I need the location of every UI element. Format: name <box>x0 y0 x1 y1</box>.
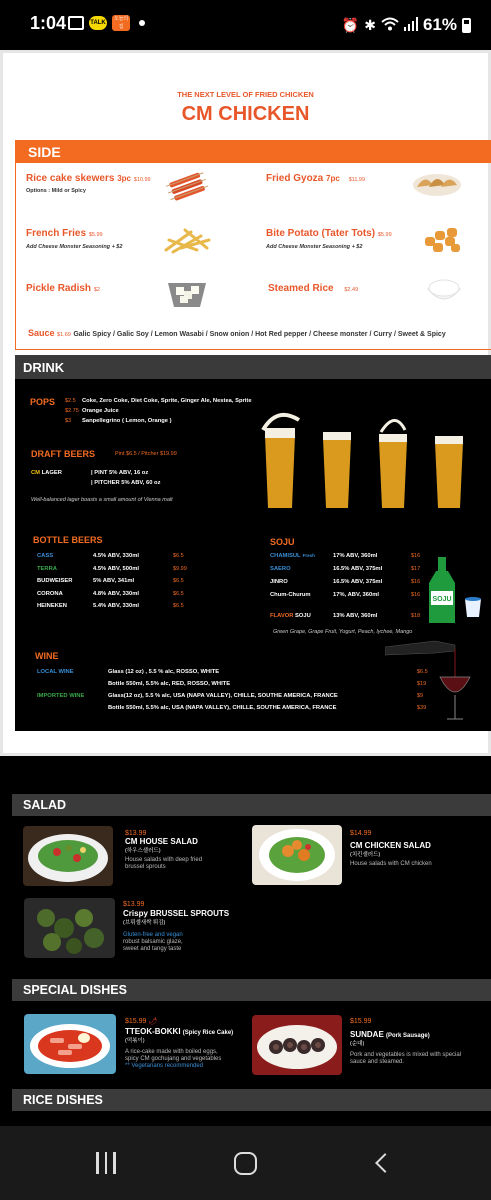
side-item-price: $2.49 <box>344 287 359 293</box>
soju-abv: 16.5% ABV, 375ml <box>333 566 383 572</box>
recents-icon <box>113 1152 116 1174</box>
dish-price: $13.99 <box>123 901 145 908</box>
bluetooth-icon: ✱ <box>364 16 376 33</box>
imported-wine-bottle-price: $39 <box>417 705 427 711</box>
bottle-beer-abv: 4.8% ABV, 330ml <box>93 590 139 597</box>
draft-brand <box>31 470 62 476</box>
menu-page-salad-dishes <box>0 764 491 1126</box>
dish-name <box>350 1030 430 1039</box>
soju-name-text: SAERO <box>270 566 291 572</box>
clock: 1:04 <box>30 13 67 33</box>
side-section-title: SIDE <box>16 141 491 163</box>
fried-gyoza-image <box>411 169 463 199</box>
soju-abv: 17%, ABV, 360ml <box>333 592 379 598</box>
dish-korean-name: (브뤼셀새싹 튀김) <box>123 920 166 926</box>
draft-brand-cm: CM <box>31 470 41 476</box>
imported-wine-label: IMPORTED WINE <box>37 693 85 699</box>
bottle-beer-price: $6.5 <box>173 590 184 597</box>
french-fries-image <box>161 224 216 256</box>
soju-price: $16 <box>411 553 421 559</box>
gallery-icon <box>68 16 84 30</box>
brand-tagline: THE NEXT LEVEL OF FRIED CHICKEN <box>177 90 314 99</box>
wine-pour-image <box>385 637 485 727</box>
sauce-list: Galic Spicy / Galic Soy / Lemon Wasabi / Snow onion / Hot Red pepper / Cheese monster / Curry / Sweet & Spicy <box>73 331 446 338</box>
bottle-beer-price: $6.5 <box>173 578 184 584</box>
salad-section-title: SALAD <box>12 794 491 816</box>
dish-name-sub: (Pork Sausage) <box>386 1033 430 1039</box>
dish-description <box>123 939 183 953</box>
recents-button[interactable] <box>96 1152 116 1174</box>
soju-abv: 16.5% ABV, 375ml <box>333 579 383 585</box>
pops-item: Coke, Zero Coke, Diet Coke, Sprite, Ginger Ale, Nestea, Sprite <box>82 398 252 404</box>
dish-name-main: SUNDAE <box>350 1030 384 1039</box>
flavor-soju-name: SOJU <box>295 613 311 619</box>
soju-abv: 17% ABV, 360ml <box>333 553 378 559</box>
side-item <box>26 173 151 184</box>
bottle-beer-price: $6.5 <box>173 553 184 559</box>
status-bar <box>0 0 491 50</box>
imported-wine-bottle: Bottle 550ml, 5.5% alc, USA (NAPA VALLEY), CHILLE, SOUTHE AMERICA, FRANCE <box>108 705 337 711</box>
dish-dietary-note: ** Vegetarians recommended <box>125 1063 204 1069</box>
dish-description-line: sweet and tangy taste <box>123 946 182 952</box>
soju-title: SOJU <box>270 537 295 547</box>
dish-description-line: brussel sprouts <box>125 864 166 870</box>
bottle-beer-name: CORONA <box>37 590 63 597</box>
beer-glasses-image <box>255 410 475 515</box>
flavor-soju-label: FLAVOR <box>270 613 294 619</box>
side-item-name: Pickle Radish <box>26 283 92 294</box>
dish-price: $15.99 <box>350 1018 372 1025</box>
dish-description-line: House salads with deep fried <box>125 857 203 863</box>
recents-icon <box>96 1152 99 1174</box>
battery-icon <box>462 18 471 33</box>
bottle-beer-price: $9.99 <box>173 565 187 572</box>
side-item-name: Fried Gyoza <box>266 173 324 184</box>
pops-price: $3 <box>65 418 72 424</box>
pickle-radish-image <box>164 273 210 313</box>
side-item-name: Bite Potato (Tater Tots) <box>266 228 376 239</box>
steamed-rice-image <box>424 273 464 307</box>
system-icons <box>342 15 471 35</box>
side-item-name: French Fries <box>26 228 87 239</box>
side-item <box>266 228 392 239</box>
dish-description-line: A rice-cake made with boiled eggs, <box>125 1049 218 1055</box>
alarm-icon: ⏰ <box>341 16 360 33</box>
dish-name: Crispy BRUSSEL SPROUTS <box>123 909 230 918</box>
sauce-price: $1.69 <box>57 332 71 338</box>
soju-name-text: JINRO <box>270 579 288 585</box>
recents-icon <box>105 1152 108 1174</box>
soju-bottle-label: SOJU <box>432 596 452 603</box>
sundae-image <box>252 1015 342 1075</box>
flavor-soju-price: $18 <box>411 613 421 619</box>
soju-name-sub: Fresh <box>302 553 315 558</box>
side-item-price: $5.99 <box>377 232 392 238</box>
rice-cake-skewers-image <box>166 169 210 209</box>
more-notifications-dot-icon <box>139 20 145 26</box>
local-wine-bottle: Bottle 550ml, 5.5% alc, RED, ROSSO, WHITE <box>108 681 231 687</box>
dish-description <box>125 857 202 871</box>
bottle-beer-name: TERRA <box>37 565 57 572</box>
pops-price: $2.75 <box>65 408 79 414</box>
bottle-beer-name: HEINEKEN <box>37 603 67 609</box>
side-item-note: Options : Mild or Spicy <box>26 188 86 194</box>
dish-description <box>350 1052 461 1066</box>
local-wine-glass: Glass (12 oz) , 5.5 % alc, ROSSO, WHITE <box>108 669 220 675</box>
notification-icons <box>68 15 145 31</box>
draft-beers-price: Pint $6.5 / Pitcher $19.99 <box>115 451 177 457</box>
dish-description-line: spicy CM gochujang and vegetables <box>125 1056 222 1062</box>
dish-description-line: sauce and steamed. <box>350 1059 405 1065</box>
side-item-note: Add Cheese Monster Seasoning + $2 <box>266 244 363 250</box>
wine-title: WINE <box>35 651 59 661</box>
soju-name-text: Chum-Churum <box>270 592 311 598</box>
side-section <box>15 140 491 350</box>
brand-title: CM CHICKEN <box>181 103 310 125</box>
draft-note: Well-balanced lager boasts a small amount of Vienna malt <box>31 497 173 503</box>
draft-pitcher: | PITCHER 5% ABV, 60 oz <box>91 480 161 486</box>
side-item-price: $11.99 <box>348 177 366 183</box>
kakaotalk-icon: TALK <box>89 16 107 30</box>
bottle-beer-abv: 5.4% ABV, 330ml <box>93 603 139 609</box>
side-item-pieces: 3pc <box>117 174 131 183</box>
sauce-row <box>28 328 446 338</box>
pops-title: POPS <box>30 397 56 407</box>
special-dishes-section-title: SPECIAL DISHES <box>12 979 491 1001</box>
side-item-price: $5.99 <box>88 232 103 238</box>
dish-description <box>125 1049 221 1063</box>
soju-flavors: Green Grape, Grape Fruit, Yogurt, Peach, lychee, Mango <box>273 629 413 635</box>
bottle-beer-abv: 4.5% ABV, 330ml <box>93 553 139 559</box>
tteokbokki-image <box>24 1014 116 1074</box>
chicken-salad-image <box>252 825 342 885</box>
dish-korean-name: (하우스샐러드) <box>125 848 161 854</box>
dish-korean-name: (떡볶이) <box>125 1038 145 1044</box>
side-item-price: $10.99 <box>133 177 151 183</box>
menu-sheet <box>3 53 488 753</box>
pops-price: $2.5 <box>65 398 76 404</box>
drink-section <box>15 355 491 731</box>
side-item-note: Add Cheese Monster Seasoning + $2 <box>26 244 123 250</box>
side-item-name: Steamed Rice <box>268 283 334 294</box>
soju-name <box>270 579 288 585</box>
soju-price: $16 <box>411 579 421 585</box>
dish-price: $13.99 <box>125 830 147 837</box>
side-item <box>268 283 358 294</box>
draft-beers-title: DRAFT BEERS <box>31 449 96 459</box>
bottle-beers-title: BOTTLE BEERS <box>33 535 103 545</box>
side-item-pieces: 7pc <box>326 174 340 183</box>
imported-wine-glass-price: $9 <box>417 693 424 699</box>
draft-pint: | PINT 5% ABV, 16 oz <box>91 470 149 476</box>
pops-item: Orange Juice <box>82 408 119 414</box>
soju-bottle-image <box>427 555 487 625</box>
bottle-beer-name: CASS <box>37 553 54 559</box>
dish-name-sub: (Spicy Rice Cake) <box>182 1030 234 1036</box>
dish-name-main: TTEOK-BOKKI <box>125 1027 181 1036</box>
local-wine-glass-price: $6.5 <box>417 669 428 675</box>
bottle-beer-abv: 5% ABV, 341ml <box>93 578 135 584</box>
dish-dietary-note: Gluten-free and vegan <box>123 932 183 938</box>
house-salad-image <box>23 826 113 886</box>
sauce-title: Sauce <box>28 328 55 338</box>
signal-icon <box>404 17 418 34</box>
tater-tots-image <box>421 223 463 257</box>
soju-name <box>270 592 311 598</box>
rice-dishes-section-title: RICE DISHES <box>12 1089 491 1111</box>
soju-price: $17 <box>411 566 421 572</box>
side-item <box>26 283 100 294</box>
bottle-beer-price: $6.5 <box>173 603 184 609</box>
app-notification-icon: 오늘의집 <box>113 16 129 30</box>
soju-name-text: CHAMISUL <box>270 553 301 559</box>
imported-wine-glass: Glass(12 oz), 5.5 % alc, USA (NAPA VALLEY), CHILLE, SOUTHE AMERICA, FRANCE <box>108 693 338 699</box>
dish-price-value: $15.99 <box>125 1018 147 1025</box>
dish-name: CM HOUSE SALAD <box>125 837 198 846</box>
dish-description: House salads with CM chicken <box>350 861 432 867</box>
brussel-sprouts-image <box>24 898 115 958</box>
menu-page-side-drink <box>0 50 491 756</box>
dish-name: CM CHICKEN SALAD <box>350 841 431 850</box>
dish-description-line: robust balsamic glaze, <box>123 939 183 945</box>
soju-name <box>270 553 315 559</box>
dish-korean-name: (치킨샐러드) <box>350 852 381 858</box>
navigation-bar <box>0 1126 491 1200</box>
home-button[interactable] <box>234 1152 257 1175</box>
dish-description-line: Pork and vegetables is mixed with special <box>350 1052 462 1058</box>
side-item <box>26 228 103 239</box>
dish-name <box>125 1027 233 1036</box>
local-wine-label: LOCAL WINE <box>37 669 74 675</box>
dish-price: $14.99 <box>350 830 372 837</box>
soju-name <box>270 566 291 572</box>
local-wine-bottle-price: $19 <box>417 681 427 687</box>
draft-brand-name: LAGER <box>41 470 62 476</box>
spicy-icon: 🌶 <box>148 1018 158 1025</box>
pops-item: Sanpellegrino ( Lemon, Orange ) <box>82 418 172 424</box>
wifi-icon <box>381 17 399 34</box>
flavor-soju-row <box>270 613 311 619</box>
bottle-beer-name: BUDWEISER <box>37 578 73 584</box>
battery-percent: 61% <box>422 15 457 34</box>
bottle-beer-abv: 4.5% ABV, 500ml <box>93 565 139 572</box>
side-item-price: $2 <box>93 287 100 293</box>
back-button[interactable] <box>375 1153 395 1173</box>
drink-section-title: DRINK <box>15 355 491 379</box>
side-item-name: Rice cake skewers <box>26 173 115 184</box>
dish-korean-name: (순대) <box>350 1041 365 1047</box>
side-item <box>266 173 365 184</box>
dish-price <box>125 1017 157 1025</box>
soju-price: $16 <box>411 592 421 598</box>
flavor-soju-abv: 13% ABV, 360ml <box>333 613 378 619</box>
